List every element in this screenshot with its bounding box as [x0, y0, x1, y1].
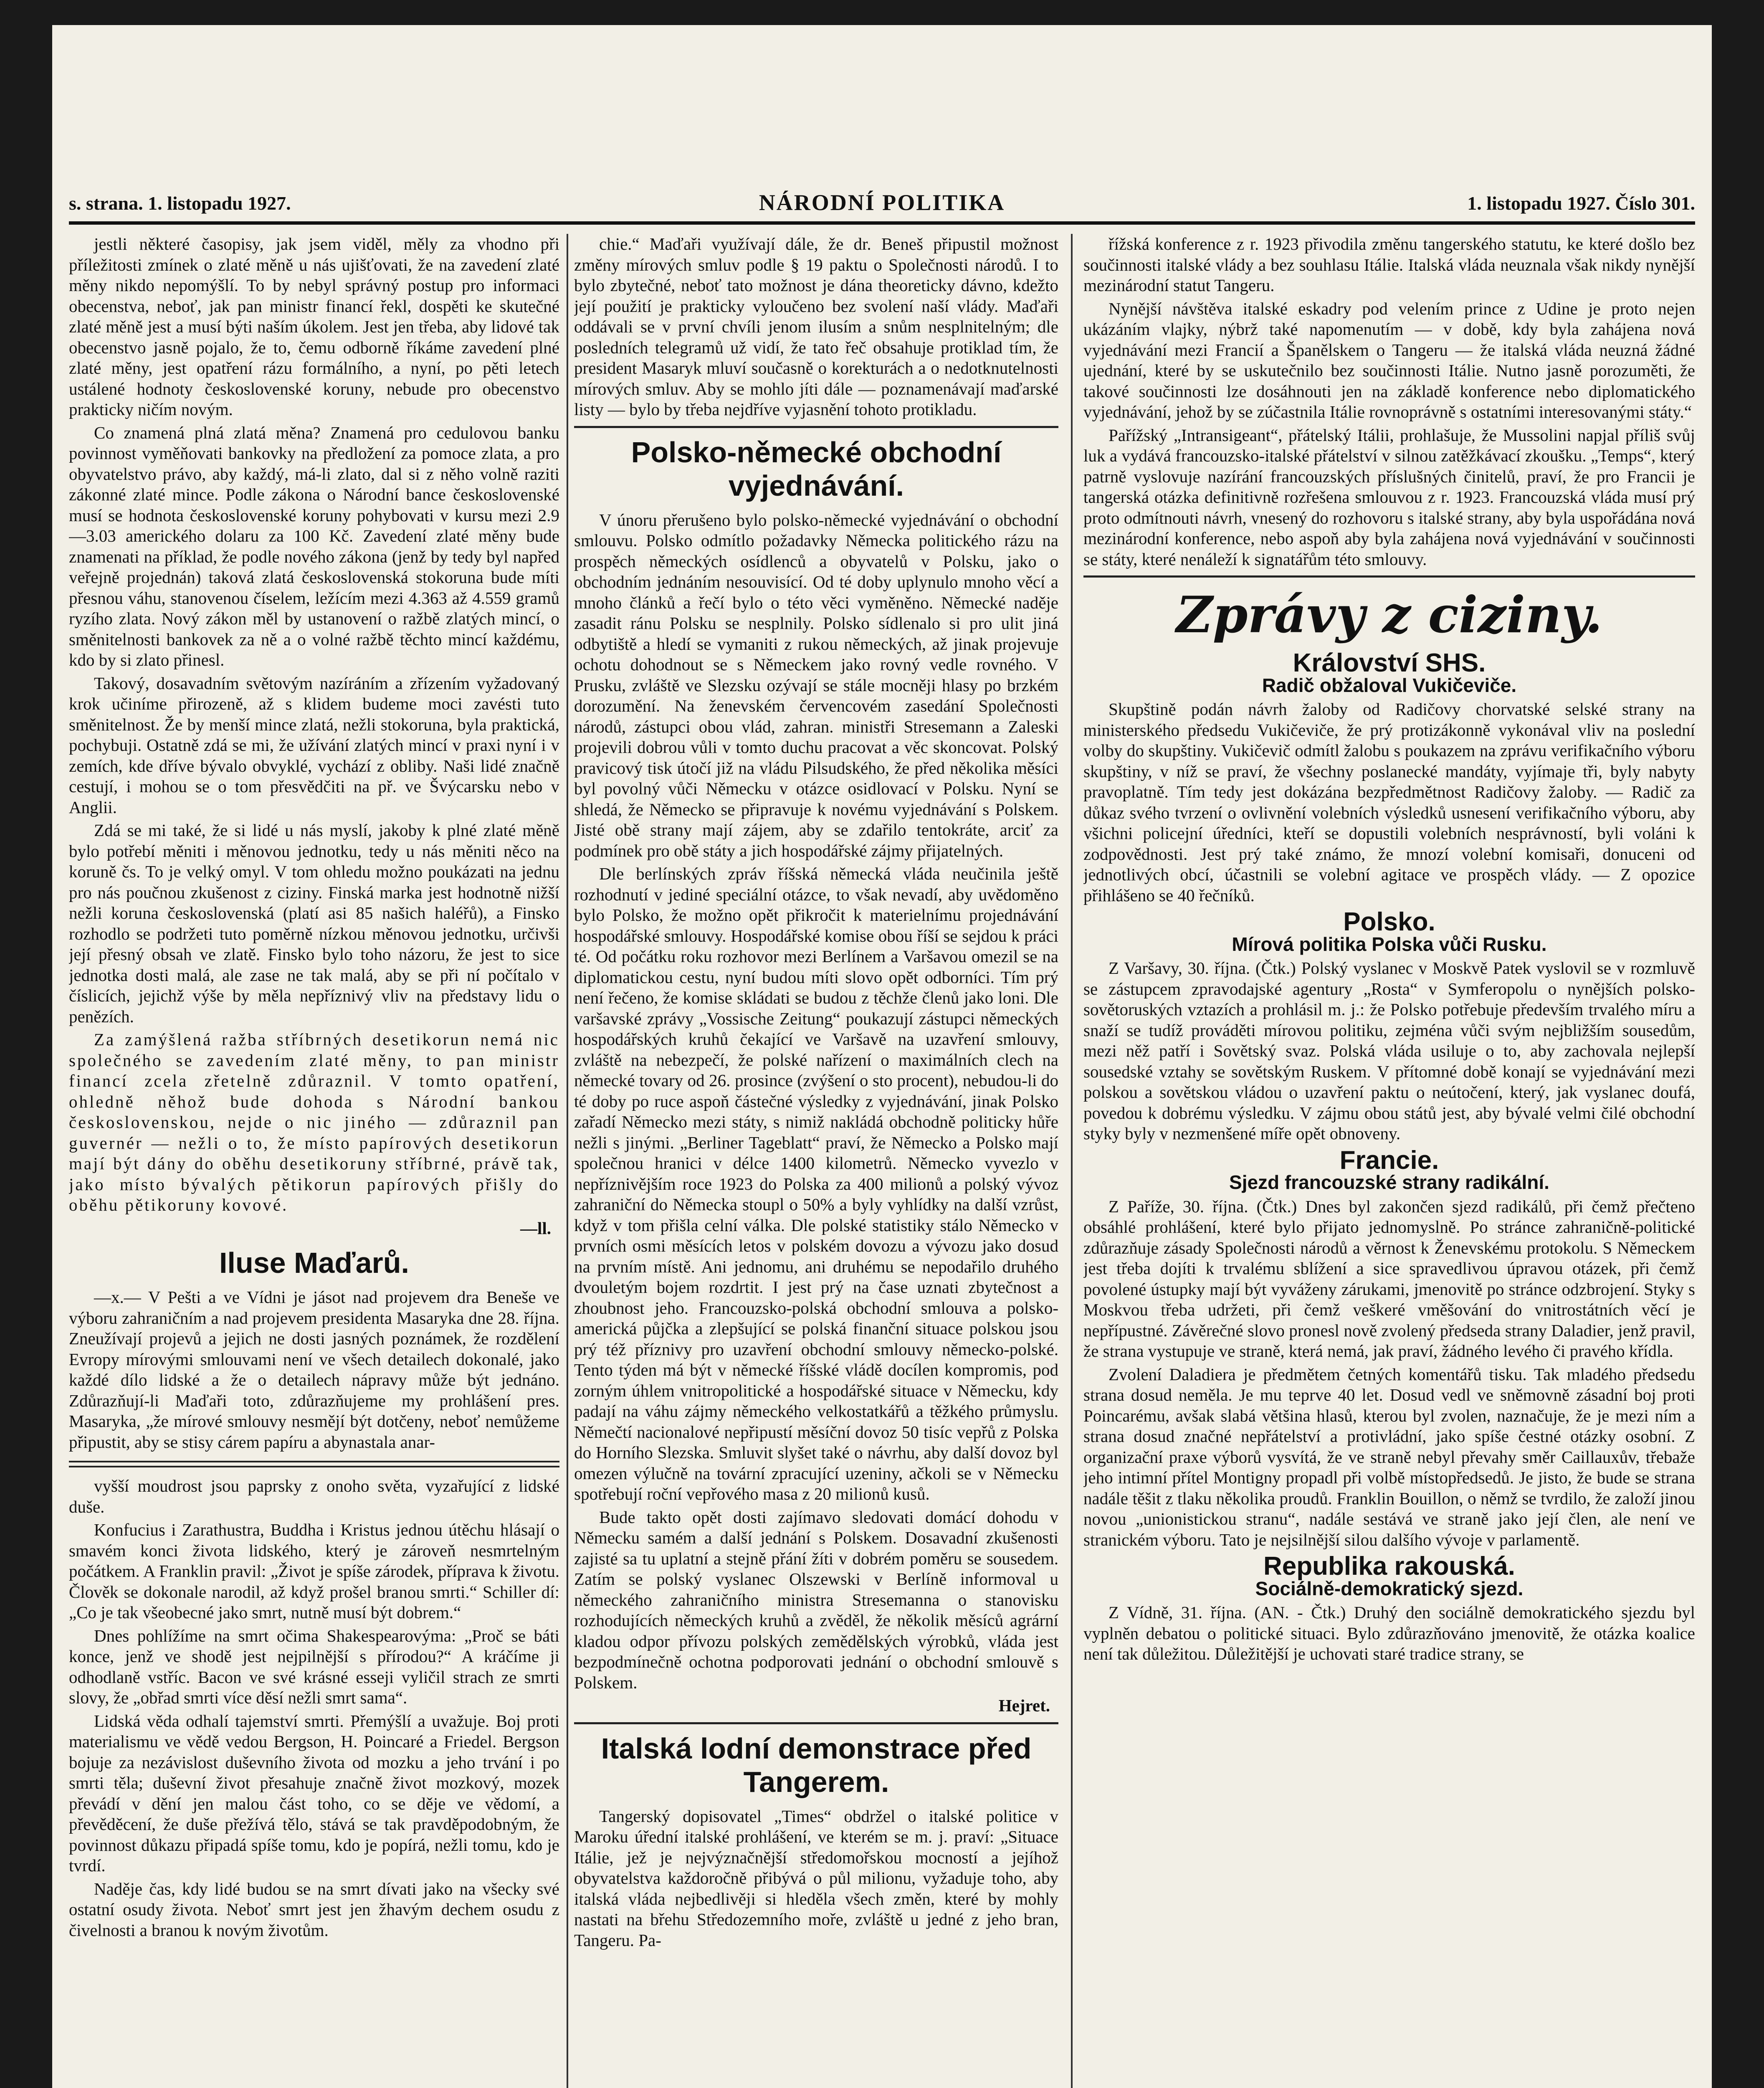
country-heading: Francie. [1339, 1145, 1439, 1175]
article-text: V únoru přerušeno bylo polsko-německé vyjednávání o obchodní smlouvu. Polsko odmítlo požadavky Německa politického rázu na prospěch německých osídlenců a obyvatelů v Polsku, jako o obchodním jednáním nesouvisící. Od té doby uplynulo mnoho věcí a mnoho článků a řečí bylo o této věci vyměněno. Německé naděje zasadit ránu Polsku se nesplnily. Polsko sídlenalo si pro ulit jiná odbytiště a hledí se vymaniti z rukou německých, až jinak projevuje ochotu dohodnout se s Německem jako rovný vedle rovného. V Prusku, zvláště ve Slezsku ozývají se stále mocněji hlasy po brzkém dorozumění. Na ženevském červencovém zasedání Společnosti národů, zástupci obou vlád, zahran. ministři Stresemann a Zaleski projevili dobrou vůli v tomto duchu pracovat a věc skoncovat. Polský pravicový tisk útočí již na vládu Pilsudského, že před několika měsíci byl povolný vůči Německu v otázce osidlovací v Polsku. Nyní se shledá, že Německo se připravuje k novému vyjednávání s Polskem. Jisté obě strany mají zájem, aby se zdařilo tentokráte, arciť za podmínek pro obě státy a jich hospodářské zájmy přijatelných. [574, 510, 1058, 860]
article-text: chie.“ Maďaři využívají dále, že dr. Beneš připustil možnost změny mírových smluv podle § 19 paktu o Společnosti národů. I to bylo zbytečné, neboť tato možnost je dána theoreticky dávno, kdežto její použití je prakticky vyloučeno bez svolení naší vlády. Maďaři oddávali se v první chvíli jenom ilusím a snům nesplnitelným; dle posledních telegramů už vidí, že tato řeč obsahuje protiklad tím, že president Masaryk mluví současně o korekturách a o nedotknutelnosti mírových smluv. Aby se mohlo jíti dále — poznamenávají maďarské listy — bylo by třeba nejdříve vyjasnění tohoto protikladu. [574, 234, 1058, 419]
column-3 [1083, 234, 1695, 2088]
article-text: —x.— V Pešti a ve Vídni je jásot nad projevem dra Beneše ve výboru zahraničním a nad projevem presidenta Masaryka dne 28. října. Zneužívají projevů a jejich ne dosti jasných poznámek, že rozdělení Evropy mírovými smlouvami není ve všech detailech dokonalé, jako každé dílo lidské a že o detailech nápravy může být jednáno. Zdůrazňují-li Maďaři toto, zdůrazňujeme my prohlášení pres. Masaryka, „že mírové smlouvy nesmějí být dotčeny, neboť nemůžeme připustit, aby se stisy cárem papíru a abynastala anar- [69, 1287, 559, 1452]
article-text: Z Paříže, 30. října. (Čtk.) Dnes byl zakončen sjezd radikálů, při čemž přečteno obsáhlé prohlášení, které bylo přijato jednomyslně. Po stránce zahraničně-politické zdůrazňuje zásady Společnosti národů a věrnost k Ženevskému protokolu. S Německem jest třeba dojíti k trvalému sblížení a sice spravedlivou úpravou otázek, při čemž povolené ústupky mají být vyváženy zárukami, jmenovitě po stránce odzbrojení. Styky s Moskvou třeba udržeti, při čemž veškeré vměšování do vnitrostátních věcí je nepřípustné. Závěrečné slovo pronesl nově zvolený předseda strany Daladier, jenž pravil, že strana vystupuje ve straně, která nemá, jak praví, žádného levého či pravého křídla. [1083, 1196, 1695, 1361]
section-divider [574, 426, 1058, 428]
section-divider [1083, 575, 1695, 578]
article-headline: Italská lodní demonstrace před Tangerem. [601, 1732, 1032, 1798]
article-signature: Hejret. [998, 1696, 1050, 1715]
country-heading: Království SHS. [1293, 649, 1486, 677]
article-text: Konfucius i Zarathustra, Buddha i Kristus jednou útěchu hlásají o smavém konci života lidského, který je zároveň nesmrtelným počátkem. A Franklin pravil: „Život je spíše zárodek, příprava k životu. Člověk se dokonale narodil, až když prošel branou smrti.“ Schiller dí: „Co je tak všeobecné jako smrt, nutně musí být dobrem.“ [69, 1520, 559, 1622]
article-text: Pařížský „Intransigeant“, přátelský Itálii, prohlašuje, že Mussolini napjal příliš svůj luk a vydává francouzsko-italské přátelství v silnou zatěžkávací zkoušku. „Temps“, který patrně vyslovuje nazírání francouzských příslušných činitelů, praví, že pro Francii je tangerská otázka definitivně rozřešena smlouvou z r. 1923. Francouzská vláda musí prý proto odmítnouti návrh, vnesený do rozhovoru s italské strany, aby byla uspořádána nová mezinárodní konference, nebo aspoň aby byla zahájena nová vyjednávání v součinnosti se státy, které nenáleží k signatářům této smlouvy. [1083, 425, 1695, 569]
section-divider [69, 1461, 559, 1467]
article-headline: Iluse Maďarů. [219, 1247, 409, 1279]
column-divider [1071, 234, 1073, 2088]
article-subheading: Sjezd francouzské strany radikální. [1229, 1171, 1549, 1193]
article-text: Bude takto opět dosti zajímavo sledovati domácí dohodu v Německu samém a další jednání s Polskem. Dosavadní zkušenosti zajisté sa tu uplatní a stejně přání žíti v dobrém poměru se sousedem. Zatím se polský vyslanec Olszewski v Berlíně informoval u německého zahraničního ministra Stresemanna o stanovisku rozhodujících německých kruhů a zvěděl, že několik měsíců agrární kladou odpor přívozu polských zemědělských výrobků, vláda jest bezpodmínečně ochotna podporovati jednání o obchodní smlouvě s Polskem. [574, 1507, 1058, 1692]
article-text: Dle berlínských zpráv říšská německá vláda neučinila ještě rozhodnutí v jediné speciální otázce, to však nevadí, aby uvědoměno bylo Polsko, že možno opět přikročit k materielnímu projednávání hospodářské smlouvy. Hospodářské komise obou říší se sejdou k práci té. Od počátku roku rozhovor mezi Berlínem a Varšavou omezil se na diplomatickou cestu, nyní budou míti slovo opět odborníci. Tím prý není řečeno, že komise skládati se budou z těchže členů jako loni. Dle varšavské zprávy „Vossische Zeitung“ poukazují zástupci německých hospodářských kruhů čekající ve Varšavě na uzavření smlouvy, zvláště na nebezpečí, že polské nařízení o maximálních clech na německé tovary od 26. prosince (zvýšení o sto procent), nebudou-li do té doby po ruce aspoň částečné výsledky z vyjednávání, jinak Polsko zařadí Německo mezi státy, s nimiž nakládá obchodně politicky hůře nežli s jinými. „Berliner Tageblatt“ praví, že Německo a Polsko mají společnou hranici v délce 1400 kilometrů. Německo vyvezlo v nepříznivějším roce 1923 do Polska za 400 milionů a polský vývoz zahraniční do Německa stoupl o 50% a byly vyhlídky na další vzrůst, když v tom přišla celní válka. Dle polské statistiky stálo Německo v prvních osmi měsících letos v polském dovozu a vývozu jako dosud na prvním místě. Ani jednomu, ani druhému se nepodařilo druhého dvouletým bojem rozdrtit. I jest prý na čase uznati zbytečnost a zhoubnost jeho. Francouzsko-polská obchodní smlouva a polsko-americká půjčka a zlepšující se polská finanční situace polskou jsou prý též příznivy pro uzavření obchodní smlouvy německo-polské. Tento týden má být v německé říšské vládě docílen kompromis, pod zorným úhlem vnitropolitické a hospodářské situace v Německu, kdy padají na váhu zájmy německého velkostatkářů a těžkého průmyslu. Němečtí nacionalové nepřipustí měsíční dovoz 50 tisíc vepřů z Polska do Horního Slezska. Smluvit slyšet také o návrhu, aby další dovoz byl omezen výlučně na tovární zpracující uzeniny, ačkoli se v Německu spotřebují roční vepřového masa z 20 milionů kusů. [574, 864, 1058, 1503]
section-divider [574, 1722, 1058, 1724]
article-text: jestli některé časopisy, jak jsem viděl, měly za vhodno při příležitosti zmínek o zlaté měně u nás ujišťovati, že na zavedení zlaté měny nikdo nepomýšlí. To by nebyl správný postup pro informaci obecenstva, neboť, jak pan ministr financí řekl, dospěti ke skutečné zlaté měně jest a musí býti naším úkolem. Jest jen třeba, aby lidové tak obecenstvo jasně pojalo, že to, čemu odborně říkáme zavedení plné zlaté měny, jest opatření rázu formálního, a nyní, po pěti letech ustálené hodnoty československé koruny, nebude pro obecenstvo prakticky ničím novým. [69, 234, 559, 419]
article-text: vyšší moudrost jsou paprsky z onoho světa, vyzařující z lidské duše. [69, 1476, 559, 1516]
article-signature: —ll. [520, 1218, 551, 1238]
country-heading: Republika rakouská. [1263, 1552, 1516, 1581]
article-text: Takový, dosavadním světovým nazíráním a zřízením vyžadovaný krok učiníme přirozeně, až s klidem budeme moci zavésti tuto směnitelnost. Že by menší mince zlatá, nežli stokoruna, byla praktická, pochybuji. Ostatně zdá se mi, že užívání zlatých mincí v praxi nyní i v zemích, kde dříve bývalo obvyklé, vychází z obliby. Naši lidé značně cestují, i mohou se o tom přesvědčiti na př. ve Švýcarsku nebo v Anglii. [69, 673, 559, 817]
column-1 [69, 234, 559, 2088]
article-text: Zvolení Daladiera je předmětem četných komentářů tisku. Tak mladého předsedu strana dosud neměla. Je mu teprve 40 let. Dosud vedl ve sněmovně zásadní boj proti Poincarému, avšak slabá většina hlasů, kterou byl zvolen, naznačuje, že je mezi ním a strana dosud značné nepřátelství a protivládní, jako spíše čestné otázky osobní. Z organizační praxe výborů vysvítá, že ve straně nebyl převahy směr Caillauxův, třebaže jeho intimní přítel Montigny propadl při volbě místopředsedů. Je jisto, že bude se strana nadále těšit z tlaku několika proudů. Franklin Bouillon, o němž se tvrdilo, že založí jinou novou „unionistickou stranu“, nadále sestává ve straně jako její člen, ale není ve stranickém výboru. Tato je nejsilnější silou dalšího vývoje v parlamentě. [1083, 1364, 1695, 1549]
article-text: řížská konference z r. 1923 přivodila změnu tangerského statutu, ke které došlo bez součinnosti italské vlády a bez souhlasu Itálie. Italská vláda neuznala však nikdy nynější mezinárodní statut Tangeru. [1083, 234, 1695, 295]
article-headline: Polsko-německé obchodní vyjednávání. [631, 436, 1002, 502]
article-text: Lidská věda odhalí tajemství smrti. Přemýšlí a uvažuje. Boj proti materialismu ve vědě vedou Bergson, H. Poincaré a Friedel. Bergson bojuje za nezávislost duševního života od mozku a jeho trvání i po smrti těla; duševní život přesahuje značně život mozkový, mozek převádí v dění jen malou část toho, co se děje ve vědomí, a převěděcení, že duše přežívá tělo, stává se tak pravděpodobným, že povinnost důkazu připadá spíše tomu, kdo je popírá, nežli tomu, kdo je tvrdí. [69, 1711, 559, 1875]
section-headline: Zprávy z ciziny. [1176, 585, 1602, 644]
article-text: Co znamená plná zlatá měna? Znamená pro cedulovou banku povinnost vyměňovati bankovky na předložení za pomoce zlata, a pro obyvatelstvo právo, aby každý, má-li zlato, dal si z něho volně raziti zákonné zlaté mince. Podle zákona o Národní bance československé musí se hodnota československé koruny pohybovati v kursu mezi 2.9—3.03 amerického dolaru za 100 Kč. Zavedení zlaté měny bude znamenati na příklad, že podle nového zákona (jenž by tedy byl napřed veřejně projednán) taková zlatá československá stokoruna bude míti přesnou váhu, stanovenou číselem, ležícím mezi 4.363 až 4.559 gramů ryzího zlata. Nový zákon měl by ustanovení o ražbě zlatých mincí, o směnitelnosti bankovek za ně a o volné ražbě těchto mincí každému, kdo by si zlato přinesl. [69, 423, 559, 669]
article-text: Zdá se mi také, že si lidé u nás myslí, jakoby k plné zlaté měně bylo potřebí měniti i měnovou jednotku, tedy u nás měniti něco na koruně čs. To je velký omyl. V tom ohledu možno poukázati na jednu pro nás poučnou zkušenost z ciziny. Finská marka jest hodnotně nižší nežli koruna československá (platí asi 85 našich haléřů), a Finsko rozhodlo se podržeti tuto poměrně nízkou měnovou jednotku, určivši její přesný obsah ve zlatě. Finsko bylo toho názoru, že jest to sice jednotka dosti malá, ale zase ne tak malá, aby se při ní počítalo v číslicích, jejichž výše by měla nepříznivý vliv na představy lidu o penězích. [69, 821, 559, 1026]
article-text: Dnes pohlížíme na smrt očima Shakespearovýma: „Proč se báti konce, jenž ve shodě jest nejpilnější s přírodou?“ A kráčíme ji odhodlaně vstříc. Bacon ve své krásné esseji vyličil strach ze smrti slovy, že „obřad smrti více děsí nežli smrt sama“. [69, 1626, 559, 1707]
country-heading: Polsko. [1343, 907, 1435, 936]
newspaper-page [52, 25, 1712, 2088]
article-subheading: Mírová politika Polska vůči Rusku. [1232, 933, 1547, 955]
article-subheading: Radič obžaloval Vukičeviče. [1262, 674, 1517, 696]
article-text: Tangerský dopisovatel „Times“ obdržel o italské politice v Maroku úřední italské prohlášení, ve kterém se m. j. praví: „Situace Itálie, jež je nejvýznačnější středomořskou mocností a jejíhož obyvatelstva každoročně přibývá o půl milionu, vyžaduje toho, aby italská vláda nejbedlivěji si hleděla všech změn, které by mohly nastati na břehu Středozemního moře, zvláště u jedné z jeho bran, Tangeru. Pa- [574, 1806, 1058, 1950]
issue-label: 1. listopadu 1927. Číslo 301. [1467, 193, 1695, 214]
article-text: Skupštině podán návrh žaloby od Radičovy chorvatské selské strany na ministerského předsedu Vukičeviče, že prý protizákonně vykonával vliv na poslední volby do skupštiny. Vukičevič odmítl žalobu s poukazem na zprávu verifikačního výboru skupštiny, v níž se praví, že všechny poslanecké mandáty, vyjímaje tři, byly nabyty pravoplatně. Tím tedy jest dokázána bezpředmětnost Radičovy žaloby. — Radič za důkaz svého tvrzení o ovlivnění volebních výsledků usnesení verifikačního výboru, aby všichni policejní úředníci, kteří se dopustili volebních nesprávností, byli voláni k zodpovědnosti. Jest prý také známo, že mnozí volební komisaři, donuceni od jednotlivých obcí, účastnili se volební agitace ve prospěch vlády. — Z opozice přihlášeno se 40 řečníků. [1083, 699, 1695, 905]
article-text: Za zamýšlená ražba stříbrných desetikorun nemá nic společného se zavedením zlaté měny, to pan ministr financí zcela zřetelně zdůraznil. V tomto opatření, ohledně něhož bude dohoda s Národní bankou československou, nejde o nic jiného — zdůraznil pan guvernér — nežli o to, že místo papírových desetikorun mají být dány do oběhu desetikoruny stříbrné, právě tak, jako místo bývalých pětikorun papírových přišly do oběhu pětikoruny kovové. [69, 1030, 559, 1214]
article-text: Z Vídně, 31. října. (AN. - Čtk.) Druhý den sociálně demokratického sjezdu byl vyplněn debatou o politické situaci. Bylo zdůrazňováno jmenovitě, že otázka koalice není tak důležitou. Důležitější je uchovati staré tradice strany, se [1083, 1603, 1695, 1663]
article-text: Z Varšavy, 30. října. (Čtk.) Polský vyslanec v Moskvě Patek vyslovil se v rozmluvě se zástupcem zpravodajské agentury „Rosta“ v Symferopolu o nynějších polsko-sovětoruských vztazích a prohlásil m. j.: že Polsko potřebuje především trvalého míru a snaží se tudíž prováděti mírovou politiku, zejména vůči svým nejbližším sousedům, mezi něž patří i Sovětský svaz. Polská vláda usiluje o to, aby zachovala nejlepší sousedské vztahy se sovětským Ruskem. V přítomné době konají se vyjednávání mezi polskou a sovětskou vládou o uzavření paktu o neútočení, který, jak vyslanec doufá, povedou k dobrému výsledku. V zájmu obou států jest, aby bývalé velmi čilé obchodní styky byly v nezmenšené míře opět obnoveny. [1083, 958, 1695, 1143]
article-text: Naděje čas, kdy lidé budou se na smrt dívati jako na všecky své ostatní osudy života. Neboť smrt jest jen žhavým dechem osudu z čivelnosti a branou k novým životům. [69, 1879, 559, 1940]
article-text: Nynější návštěva italské eskadry pod velením prince z Udine je proto nejen ukázáním vlajky, nýbrž také napomenutím — v době, kdy byla zahájena nová vyjednávání mezi Francií a Španělskem o Tangeru — že italská vláda neuzná žádné ujednání, které by se uskutečnilo bez součinnosti Itálie. Nutno jasně porozuměti, že takové součinnosti lze dosáhnouti jen na základě konference nebo diplomatického vyjednávání, jehož by se zúčastnila Itálie rovnoprávně s ostatními interesovanými státy.“ [1083, 299, 1695, 421]
column-2 [574, 234, 1058, 2088]
article-subheading: Sociálně-demokratický sjezd. [1255, 1577, 1524, 1599]
page-label: s. strana. 1. listopadu 1927. [69, 193, 291, 214]
masthead [69, 188, 1695, 225]
column-divider [567, 234, 568, 2088]
newspaper-title: NÁRODNÍ POLITIKA [759, 190, 1005, 215]
